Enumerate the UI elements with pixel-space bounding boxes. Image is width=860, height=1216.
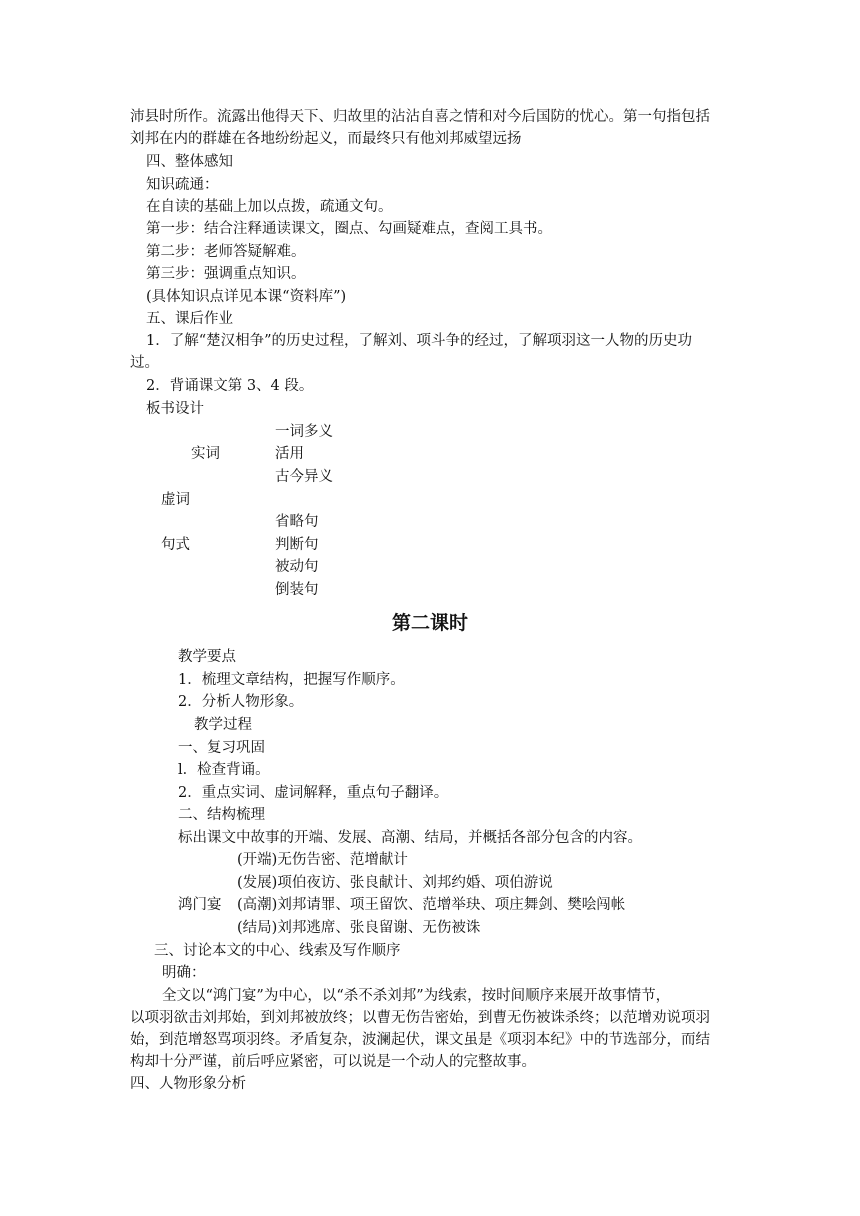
board-category: 句式 [161,537,190,553]
list-item: l．检查背诵。 [178,762,270,778]
list-item: 1．梳理文章结构，把握写作顺序。 [178,672,405,688]
paragraph-line: 明确： [162,965,206,981]
board-item: 古今异义 [275,469,333,485]
list-item: 第三步：强调重点知识。 [146,266,306,282]
list-item: 2．背诵课文第 3、4 段。 [146,378,314,394]
list-item: 2．重点实词、虚词解释，重点句子翻译。 [178,785,449,801]
structure-item: (发展)项伯夜访、张良献计、刘邦约婚、项伯游说 [237,875,553,891]
board-item: 省略句 [275,514,319,530]
section-heading: 一、复习巩固 [178,740,265,756]
structure-item: (结局)刘邦逃席、张良留谢、无伤被诛 [237,920,481,936]
structure-item: (开端)无伤告密、范增献计 [237,852,408,868]
section-heading: 二、结构梳理 [178,807,265,823]
board-item: 被动句 [275,559,319,575]
section-heading: 板书设计 [146,401,204,417]
list-item: 第二步：老师答疑解难。 [146,244,306,260]
structure-label: 鸿门宴 [178,897,222,913]
section-title: 第二课时 [391,612,468,634]
paragraph-line: 构却十分严谨，前后呼应紧密，可以说是一个动人的完整故事。 [130,1054,536,1070]
paragraph-line: 以项羽欲击刘邦始，到刘邦被放终；以曹无伤告密始，到曹无伤被诛杀终；以范增劝说项羽 [130,1010,710,1026]
paragraph-line: 沛县时所作。流露出他得天下、归故里的沾沾自喜之情和对今后国防的忧心。第一句指包括 [130,109,710,125]
list-item: 第一步：结合注释通读课文，圈点、勾画疑难点，查阅工具书。 [146,221,552,237]
board-item: 一词多义 [275,424,333,440]
section-heading: 四、整体感知 [146,154,233,170]
section-heading: 五、课后作业 [146,311,233,327]
paragraph-line: 刘邦在内的群雄在各地纷纷起义，而最终只有他刘邦威望远扬 [130,131,522,147]
paragraph-line: 过。 [130,355,159,371]
paragraph-line: 四、人物形象分析 [130,1076,246,1092]
board-item: 倒装句 [275,582,319,598]
paragraph-line: 始，到范增怒骂项羽终。矛盾复杂，波澜起伏，课文虽是《项羽本纪》中的节选部分，而结 [130,1032,710,1048]
board-item: 判断句 [275,537,319,553]
list-item: 2．分析人物形象。 [178,694,304,710]
section-heading: 教学要点 [178,649,236,665]
section-heading: 教学过程 [194,717,252,733]
section-heading: 三、讨论本文的中心、线索及写作顺序 [154,943,401,959]
paragraph-line: (具体知识点详见本课“资料库”) [146,289,347,305]
board-category: 虚词 [161,492,190,508]
paragraph-line: 全文以“鸿门宴”为中心，以“杀不杀刘邦”为线索，按时间顺序来展开故事情节， [162,988,671,1004]
paragraph-line: 在自读的基础上加以点拨，疏通文句。 [146,199,393,215]
board-item: 活用 [275,446,304,462]
structure-item: (高潮)刘邦请罪、项王留饮、范增举玦、项庄舞剑、樊哙闯帐 [237,897,626,913]
list-item: 1．了解“楚汉相争”的历史过程，了解刘、项斗争的经过，了解项羽这一人物的历史功 [146,333,693,349]
paragraph-line: 知识疏通： [146,177,219,193]
paragraph-line: 标出课文中故事的开端、发展、高潮、结局，并概括各部分包含的内容。 [178,830,642,846]
board-category: 实词 [191,446,220,462]
